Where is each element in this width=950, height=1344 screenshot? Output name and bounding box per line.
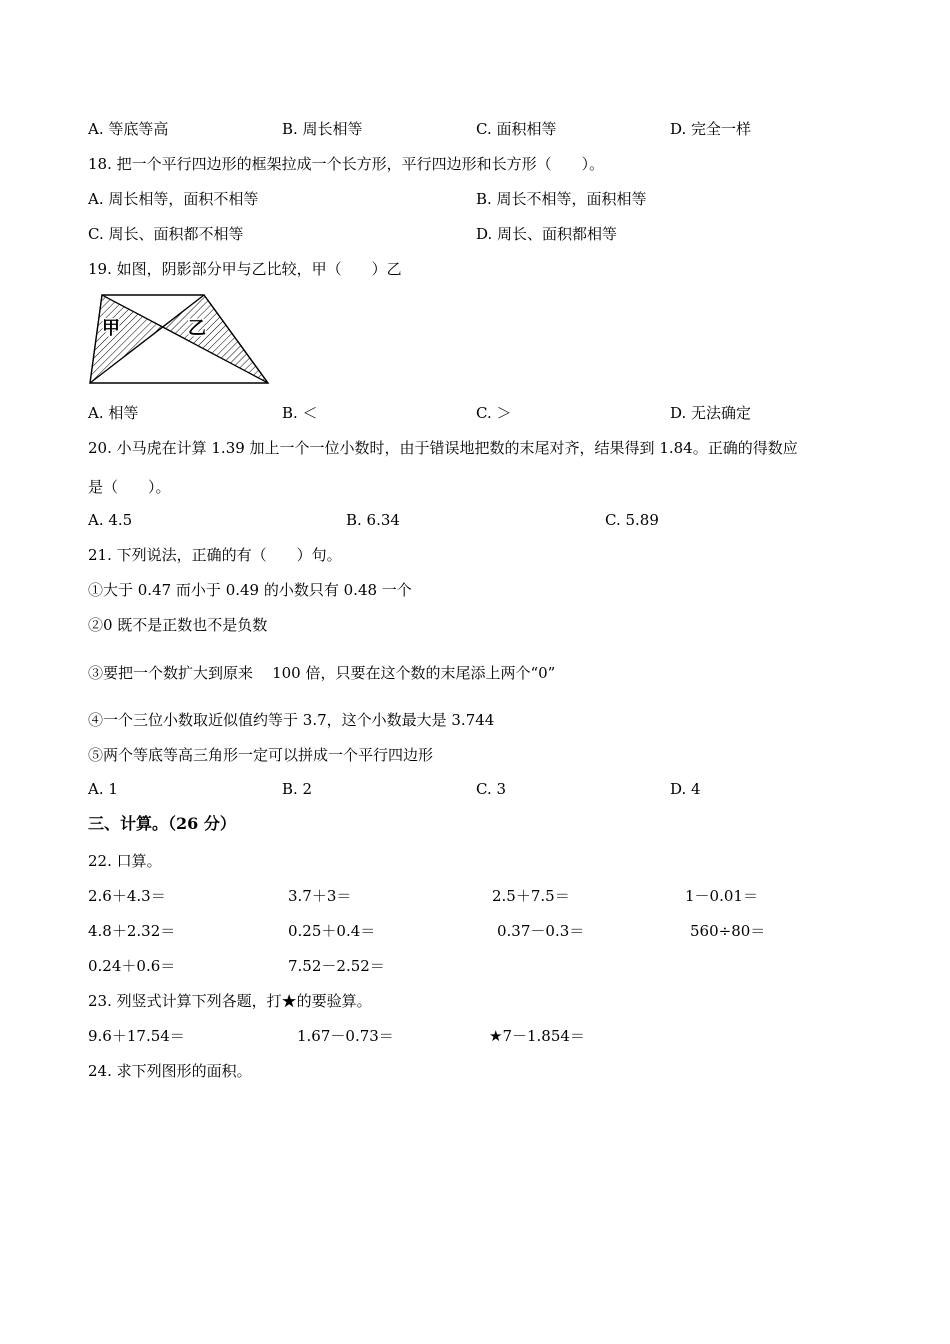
q20-stem-line2: 是（ ）。 xyxy=(88,478,171,496)
q21-option-a: A. 1 xyxy=(88,780,118,798)
q20-option-b: B. 6.34 xyxy=(346,511,400,529)
q17-option-a: A. 等底等高 xyxy=(88,120,169,138)
q19-option-c: C. ＞ xyxy=(476,404,512,422)
q19-option-b: B. ＜ xyxy=(282,404,318,422)
q18-option-b: B. 周长不相等，面积相等 xyxy=(476,190,647,208)
q19-option-a: A. 相等 xyxy=(88,404,139,422)
q21-option-c: C. 3 xyxy=(476,780,507,798)
q22-item: 2.6＋4.3＝ xyxy=(88,887,166,905)
q17-option-b: B. 周长相等 xyxy=(282,120,363,138)
q22-item: 1－0.01＝ xyxy=(685,887,758,905)
q22-item: 3.7＋3＝ xyxy=(288,887,352,905)
q22-item: 0.25＋0.4＝ xyxy=(288,922,376,940)
q17-option-d: D. 完全一样 xyxy=(670,120,752,138)
q21-option-d: D. 4 xyxy=(670,780,701,798)
q21-statement-5: ⑤两个等底等高三角形一定可以拼成一个平行四边形 xyxy=(88,746,434,764)
q23-item: ★7－1.854＝ xyxy=(489,1027,585,1045)
section-title: 三、计算。（26 分） xyxy=(88,814,236,833)
q23-item: 9.6＋17.54＝ xyxy=(88,1027,185,1045)
q17-option-c: C. 面积相等 xyxy=(476,120,557,138)
q22-item: 0.37－0.3＝ xyxy=(497,922,585,940)
q22-item: 560÷80＝ xyxy=(690,922,766,940)
q23-stem: 23. 列竖式计算下列各题，打★的要验算。 xyxy=(88,992,372,1010)
q22-item: 0.24＋0.6＝ xyxy=(88,957,176,975)
q21-stem: 21. 下列说法，正确的有（ ）句。 xyxy=(88,546,342,564)
q22-item: 7.52－2.52＝ xyxy=(288,957,385,975)
q20-option-a: A. 4.5 xyxy=(88,511,133,529)
q19-trapezoid-figure xyxy=(88,293,273,388)
q22-item: 2.5＋7.5＝ xyxy=(492,887,570,905)
shaded-triangle-yi xyxy=(163,295,268,383)
q21-statement-3: ③要把一个数扩大到原来 100 倍，只要在这个数的末尾添上两个“0” xyxy=(88,664,556,682)
q22-stem: 22. 口算。 xyxy=(88,852,162,870)
q20-stem-line1: 20. 小马虎在计算 1.39 加上一个一位小数时，由于错误地把数的末尾对齐，结果得到 1.84。正确的得数应 xyxy=(88,439,798,457)
q19-stem: 19. 如图，阴影部分甲与乙比较，甲（ ）乙 xyxy=(88,260,402,278)
q22-item: 4.8＋2.32＝ xyxy=(88,922,176,940)
q21-statement-1: ①大于 0.47 而小于 0.49 的小数只有 0.48 一个 xyxy=(88,581,412,599)
q18-option-d: D. 周长、面积都相等 xyxy=(476,225,618,243)
label-jia: 甲 xyxy=(102,318,120,339)
label-yi: 乙 xyxy=(188,318,206,339)
q18-option-a: A. 周长相等，面积不相等 xyxy=(88,190,259,208)
q21-statement-2: ②0 既不是正数也不是负数 xyxy=(88,616,268,634)
q18-stem: 18. 把一个平行四边形的框架拉成一个长方形，平行四边形和长方形（ ）。 xyxy=(88,155,605,173)
q19-option-d: D. 无法确定 xyxy=(670,404,752,422)
q18-option-c: C. 周长、面积都不相等 xyxy=(88,225,244,243)
q24-stem: 24. 求下列图形的面积。 xyxy=(88,1062,252,1080)
q23-item: 1.67－0.73＝ xyxy=(297,1027,394,1045)
q20-option-c: C. 5.89 xyxy=(605,511,659,529)
q21-statement-4: ④一个三位小数取近似值约等于 3.7，这个小数最大是 3.744 xyxy=(88,711,495,729)
q21-option-b: B. 2 xyxy=(282,780,313,798)
